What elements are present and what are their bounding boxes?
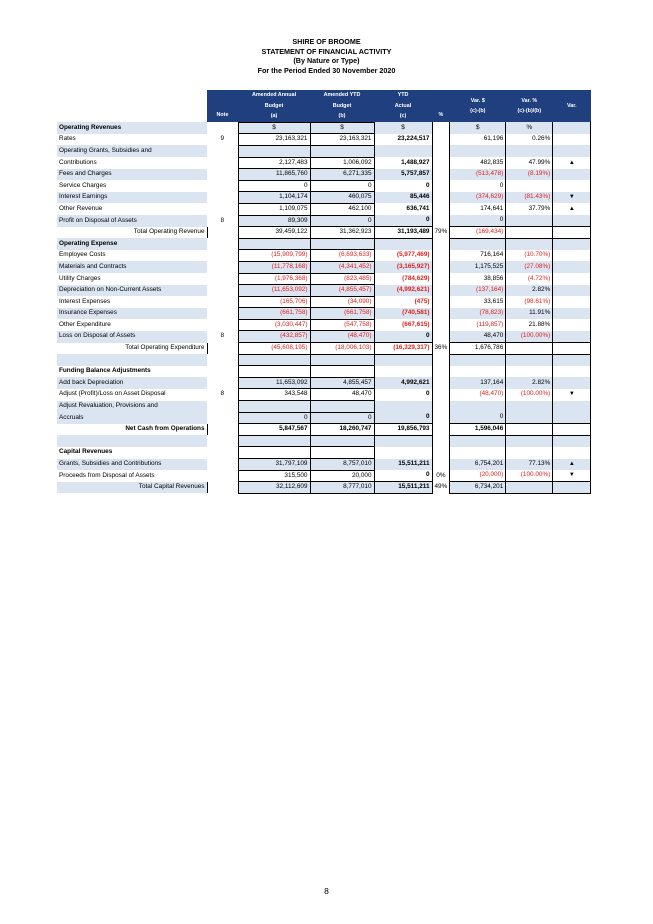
table-row: [57, 134, 591, 146]
total-row: [57, 227, 591, 239]
ytd-budget-value: 6,271,335: [310, 169, 374, 181]
var-percent-value: 21.88%: [506, 319, 553, 331]
table-row: [57, 459, 591, 471]
section-heading: Operating Expense: [57, 238, 207, 250]
ytd-budget-value: (18,006,103): [310, 343, 374, 355]
annual-budget-value: 31,797,109: [238, 459, 310, 471]
total-label: Total Capital Revenues: [57, 482, 207, 494]
table-row: [57, 203, 591, 215]
ytd-actual-value: 0: [374, 470, 432, 482]
capital-revenues-heading-row: [57, 447, 591, 459]
var-dollar-value: (169,434): [450, 227, 506, 239]
row-label: Add back Depreciation: [57, 377, 207, 389]
operating-expense-heading-row: [57, 238, 591, 250]
var-dollar-value: 0: [450, 180, 506, 192]
ytd-budget-value: 0: [310, 180, 374, 192]
ytd-actual-value: (5,977,469): [374, 250, 432, 262]
var-dollar-value: (78,823): [450, 308, 506, 320]
ytd-budget-value: (4,341,452): [310, 261, 374, 273]
percent-value: 36%: [434, 344, 448, 352]
operating-revenues-heading-row: [57, 122, 591, 134]
var-dollar-value: 48,470: [450, 331, 506, 343]
note-ref: 9: [220, 135, 225, 143]
section-heading: Capital Revenues: [59, 448, 113, 456]
ytd-actual-value: 0: [374, 331, 432, 343]
var-dollar-value: 33,615: [450, 296, 506, 308]
annual-budget-value: (1,976,368): [238, 273, 310, 285]
annual-budget-value: 1,104,174: [238, 192, 310, 204]
annual-budget-header: Amended Annual Budget (a): [238, 90, 310, 122]
var-dollar-value: 6,734,201: [450, 482, 506, 494]
row-label: Adjust Revaluation, Provisions and: [57, 401, 207, 413]
ytd-budget-value: (48,470): [310, 331, 374, 343]
var-dollar-value: 1,175,525: [450, 261, 506, 273]
table-row: [57, 331, 591, 343]
table-row: [57, 273, 591, 285]
ytd-actual-value: (667,615): [374, 319, 432, 331]
total-row: [57, 482, 591, 494]
row-label: Service Charges: [59, 181, 107, 189]
var-percent-value: (8.19%): [506, 169, 553, 181]
total-row: [57, 343, 591, 355]
ytd-actual-value: 0: [374, 389, 432, 401]
ytd-budget-value: 8,777,010: [310, 482, 374, 494]
ytd-actual-value: 0: [374, 412, 432, 424]
ytd-actual-value: (740,581): [374, 308, 432, 320]
ytd-actual-value: 23,224,517: [374, 134, 432, 146]
annual-budget-value: (3,030,447): [238, 319, 310, 331]
var-dollar-value: (374,629): [450, 192, 506, 204]
unit-label: %: [506, 122, 553, 134]
row-label: Utility Charges: [59, 274, 101, 282]
var-percent-value: 11.91%: [506, 308, 553, 320]
ytd-actual-value: (784,629): [374, 273, 432, 285]
ytd-actual-value: 5,757,857: [374, 169, 432, 181]
ytd-actual-value: (475): [374, 296, 432, 308]
var-percent-value: (98.61%): [506, 296, 553, 308]
table-row: [57, 377, 591, 389]
annual-budget-value: 32,112,609: [238, 482, 310, 494]
annual-budget-value: 11,653,092: [238, 377, 310, 389]
var-dollar-header: Var. $ (c)-(b): [450, 90, 506, 122]
var-percent-value: 2.82%: [506, 377, 553, 389]
table-row: [57, 401, 591, 413]
org-name: SHIRE OF BROOME: [292, 37, 361, 46]
var-percent-header: Var. % (c)-(b)/(b): [506, 90, 553, 122]
percent-value: 0%: [436, 471, 446, 479]
row-label: Insurance Expenses: [57, 308, 207, 320]
var-percent-value: 0.26%: [506, 134, 553, 146]
row-label: Proceeds from Disposal of Assets: [59, 471, 155, 479]
ytd-budget-value: 31,362,923: [310, 227, 374, 239]
row-label: Loss on Disposal of Assets: [57, 331, 207, 343]
annual-budget-value: 23,163,321: [238, 134, 310, 146]
var-dollar-value: 174,641: [450, 203, 506, 215]
annual-budget-value: 0: [238, 180, 310, 192]
annual-budget-value: (11,778,168): [238, 261, 310, 273]
annual-budget-value: 89,309: [238, 215, 310, 227]
row-label: Employee Costs: [59, 251, 106, 259]
section-heading: Funding Balance Adjustments: [59, 367, 151, 375]
row-label: Depreciation on Non-Current Assets: [57, 285, 207, 297]
up-arrow-icon: ▲: [553, 157, 591, 169]
ytd-budget-value: 8,757,010: [310, 459, 374, 471]
var-percent-value: 77.13%: [506, 459, 553, 471]
report-subtitle: (By Nature or Type): [293, 56, 360, 66]
down-arrow-icon: ▼: [553, 389, 591, 401]
var-dollar-value: (48,470): [450, 389, 506, 401]
table-row: [57, 285, 591, 297]
row-label: Adjust (Profit)/Loss on Asset Disposal: [59, 390, 166, 398]
report-period: For the Period Ended 30 November 2020: [257, 65, 396, 75]
row-label: Accruals: [57, 412, 207, 424]
row-label: Interest Expenses: [59, 297, 111, 305]
label-column-header: [57, 90, 207, 122]
var-percent-value: (10.70%): [506, 250, 553, 262]
ytd-budget-value: (661,758): [310, 308, 374, 320]
column-header-row: [57, 90, 591, 122]
annual-budget-value: 39,459,122: [238, 227, 310, 239]
annual-budget-value: (15,909,799): [238, 250, 310, 262]
ytd-budget-value: (547,758): [310, 319, 374, 331]
var-percent-value: 37.79%: [506, 203, 553, 215]
unit-label: $: [450, 122, 506, 134]
ytd-actual-value: 0: [374, 215, 432, 227]
ytd-actual-value: 15,511,211: [374, 459, 432, 471]
var-dollar-value: (137,164): [450, 285, 506, 297]
total-row: [57, 424, 591, 436]
up-arrow-icon: ▲: [553, 459, 591, 471]
table-row: [57, 145, 591, 157]
note-column-header: Note: [207, 90, 238, 122]
ytd-budget-value: 23,163,321: [310, 134, 374, 146]
row-label: Operating Grants, Subsidies and: [57, 145, 207, 157]
ytd-budget-value: (4,855,457): [310, 285, 374, 297]
table-row: [57, 296, 591, 308]
percent-value: 49%: [432, 482, 450, 494]
section-heading: Operating Revenues: [57, 122, 207, 134]
ytd-budget-value: 462,100: [310, 203, 374, 215]
var-dollar-value: 1,676,786: [450, 343, 506, 355]
ytd-budget-value: 0: [310, 412, 374, 424]
ytd-budget-value: (823,485): [310, 273, 374, 285]
ytd-actual-header: YTD Actual (c): [374, 90, 432, 122]
ytd-actual-value: (16,329,317): [374, 343, 432, 355]
table-row: [57, 319, 591, 331]
percent-header: %: [432, 90, 450, 122]
spacer-row: [57, 354, 591, 366]
var-percent-value: (27.08%): [506, 261, 553, 273]
ytd-budget-value: 460,075: [310, 192, 374, 204]
var-dollar-value: 0: [450, 412, 506, 424]
annual-budget-value: 315,500: [238, 470, 310, 482]
row-label: Profit on Disposal of Assets: [57, 215, 207, 227]
ytd-actual-value: 15,511,211: [374, 482, 432, 494]
ytd-budget-value: (34,090): [310, 296, 374, 308]
down-arrow-icon: ▼: [553, 192, 591, 204]
var-dollar-value: 6,754,201: [450, 459, 506, 471]
table-row: [57, 250, 591, 262]
ytd-budget-value: 48,470: [310, 389, 374, 401]
ytd-budget-value: 4,855,457: [310, 377, 374, 389]
ytd-actual-value: 85,446: [374, 192, 432, 204]
table-row: [57, 412, 591, 424]
var-dollar-value: 0: [450, 215, 506, 227]
ytd-actual-value: 19,856,793: [374, 424, 432, 436]
ytd-actual-value: 31,193,489: [374, 227, 432, 239]
total-label: Total Operating Revenue: [57, 227, 207, 239]
annual-budget-value: 0: [238, 412, 310, 424]
var-dollar-value: 716,164: [450, 250, 506, 262]
table-row: [57, 180, 591, 192]
row-label: Materials and Contracts: [57, 261, 207, 273]
unit-label: $: [238, 122, 310, 134]
total-label: Total Operating Expenditure: [57, 343, 207, 355]
ytd-actual-value: 4,992,621: [374, 377, 432, 389]
var-dollar-value: 137,164: [450, 377, 506, 389]
annual-budget-value: 2,127,483: [238, 157, 310, 169]
var-percent-value: (81.43%): [506, 192, 553, 204]
row-label: Other Expenditure: [59, 320, 111, 328]
report-title: STATEMENT OF FINANCIAL ACTIVITY: [261, 46, 392, 56]
var-dollar-value: 38,856: [450, 273, 506, 285]
table-row: [57, 169, 591, 181]
var-percent-value: 2.82%: [506, 285, 553, 297]
down-arrow-icon: ▼: [553, 470, 591, 482]
annual-budget-value: 11,865,760: [238, 169, 310, 181]
ytd-budget-value: (6,693,633): [310, 250, 374, 262]
var-dollar-value: (513,478): [450, 169, 506, 181]
annual-budget-value: (45,608,195): [238, 343, 310, 355]
var-dollar-value: (119,857): [450, 319, 506, 331]
annual-budget-value: (11,653,092): [238, 285, 310, 297]
page-number: 8: [324, 886, 329, 896]
ytd-budget-value: 0: [310, 215, 374, 227]
annual-budget-value: 5,847,567: [238, 424, 310, 436]
up-arrow-icon: ▲: [553, 203, 591, 215]
note-ref: 8: [207, 215, 238, 227]
spacer-row: [57, 435, 591, 447]
row-label: Contributions: [59, 158, 97, 166]
var-dollar-value: (20,000): [450, 470, 506, 482]
annual-budget-value: 1,109,075: [238, 203, 310, 215]
table-row: [57, 157, 591, 169]
ytd-actual-value: 0: [374, 180, 432, 192]
unit-label: $: [374, 122, 432, 134]
annual-budget-value: 343,548: [238, 389, 310, 401]
var-dollar-value: 482,835: [450, 157, 506, 169]
funding-heading-row: [57, 366, 591, 378]
percent-value: 79%: [434, 228, 448, 236]
financial-activity-table: [57, 90, 591, 494]
annual-budget-value: (661,758): [238, 308, 310, 320]
ytd-budget-value: 20,000: [310, 470, 374, 482]
ytd-actual-value: 1,488,927: [374, 157, 432, 169]
ytd-budget-value: 18,260,747: [310, 424, 374, 436]
table-row: [57, 389, 591, 401]
var-percent-value: (4.72%): [506, 273, 553, 285]
ytd-actual-value: (3,165,927): [374, 261, 432, 273]
row-label: Fees and Charges: [57, 169, 207, 181]
var-indicator-header: Var.: [553, 90, 591, 122]
var-dollar-value: 1,596,046: [450, 424, 506, 436]
row-label: Interest Earnings: [57, 192, 207, 204]
total-label: Net Cash from Operations: [57, 424, 207, 436]
annual-budget-value: (165,706): [238, 296, 310, 308]
var-percent-value: 47.99%: [506, 157, 553, 169]
table-row: [57, 470, 591, 482]
annual-budget-value: (432,857): [238, 331, 310, 343]
table-row: [57, 261, 591, 273]
table-row: [57, 215, 591, 227]
ytd-actual-value: (4,992,621): [374, 285, 432, 297]
ytd-budget-value: 1,006,092: [310, 157, 374, 169]
var-percent-value: (100.00%): [506, 389, 553, 401]
row-label: Rates: [59, 135, 76, 143]
var-dollar-value: 61,196: [450, 134, 506, 146]
row-label: Grants, Subsidies and Contributions: [57, 459, 207, 471]
unit-label: $: [310, 122, 374, 134]
table-row: [57, 308, 591, 320]
ytd-budget-header: Amended YTD Budget (b): [310, 90, 374, 122]
ytd-actual-value: 636,741: [374, 203, 432, 215]
table-row: [57, 192, 591, 204]
note-ref: 8: [220, 390, 225, 398]
report-header: [0, 37, 653, 75]
var-percent-value: (100.00%): [506, 331, 553, 343]
var-percent-value: (100.00%): [506, 470, 553, 482]
row-label: Other Revenue: [59, 204, 103, 212]
note-ref: 8: [207, 331, 238, 343]
